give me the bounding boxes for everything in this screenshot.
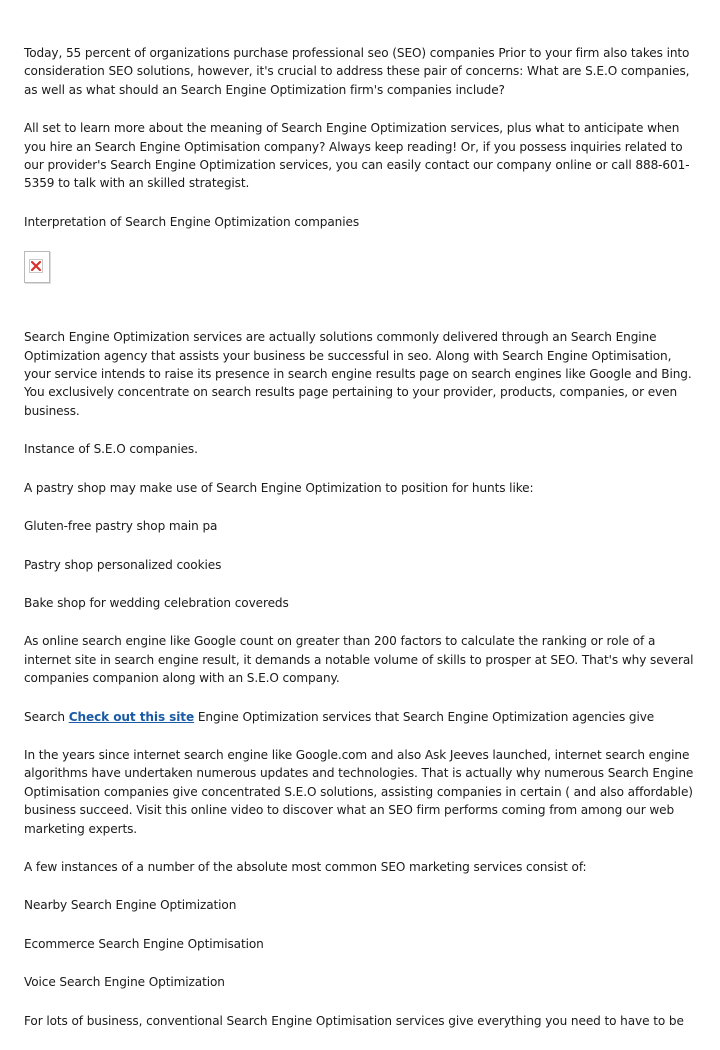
paragraph-pastry-example: A pastry shop may make use of Search Engine Optimization to position for hunts like: [24,480,534,495]
paragraph-learn-more: All set to learn more about the meaning of Search Engine Optimization services, plus what to anticipate when you hire an Search Engine Optimisation company? Always keep reading! Or, if you possess inquiries related to our provider's Search Engine Optimization services, you can easily contact our company online or call 888-601-5359 to talk with an skilled strategist. [24,121,690,191]
services-text-after: Engine Optimization services that Search Engine Optimization agencies give [194,709,655,724]
paragraph-common-services: A few instances of a number of the absolute most common SEO marketing services consist of: [24,859,587,874]
broken-image [24,251,50,283]
list-item-personalized-cookies: Pastry shop personalized cookies [24,557,222,572]
check-out-this-site-link[interactable]: Check out this site [68,709,195,724]
list-item-gluten-free: Gluten-free pastry shop main pa [24,519,218,534]
paragraph-ranking-factors: As online search engine like Google count on greater than 200 factors to calculate the ranking or role of a internet site in search engine result, it demands a notable volume of skills to prosper at SEO. That's why several companies companion along with an S.E.O company. [24,634,694,686]
list-item-nearby: Nearby Search Engine Optimization [24,898,237,913]
document-body [24,44,700,1050]
paragraph-algorithm-history: In the years since internet search engine like Google.com and also Ask Jeeves launched, internet search engine algorithms have undertaken numerous updates and technologies. That is actually why numerous Search Engine Optimisation companies give concentrated S.E.O solutions, assisting companies in certain ( and also affordable) business succeed. Visit this online video to discover what an SEO firm performs coming from among our web marketing experts. [24,747,694,836]
paragraph-conventional: For lots of business, conventional Search Engine Optimisation services give everything you need to have to be [24,1013,684,1028]
section-heading-interpretation: Interpretation of Search Engine Optimization companies [24,214,360,229]
paragraph-instance: Instance of S.E.O companies. [24,442,198,457]
list-item-voice: Voice Search Engine Optimization [24,975,225,990]
services-text-before: Search [24,709,69,724]
paragraph-intro: Today, 55 percent of organizations purchase professional seo (SEO) companies Prior to your firm also takes into consideration SEO solutions, however, it's crucial to address these pair of concerns: What are S.E.O companies, as well as what should an Search Engine Optimization firm's companies include? [24,46,690,97]
list-item-ecommerce: Ecommerce Search Engine Optimisation [24,936,264,951]
broken-image-icon [29,259,43,273]
list-item-wedding: Bake shop for wedding celebration covereds [24,595,289,610]
paragraph-definition: Search Engine Optimization services are actually solutions commonly delivered through an Search Engine Optimization agency that assists your business be successful in seo. Along with Search Engine Optimisation, your service intends to raise its presence in search engine results page on search engines like Google and Bing. You exclusively concentrate on search results page pertaining to your provider, products, companies, or even business. [24,330,692,418]
paragraph-services-intro [24,708,700,726]
